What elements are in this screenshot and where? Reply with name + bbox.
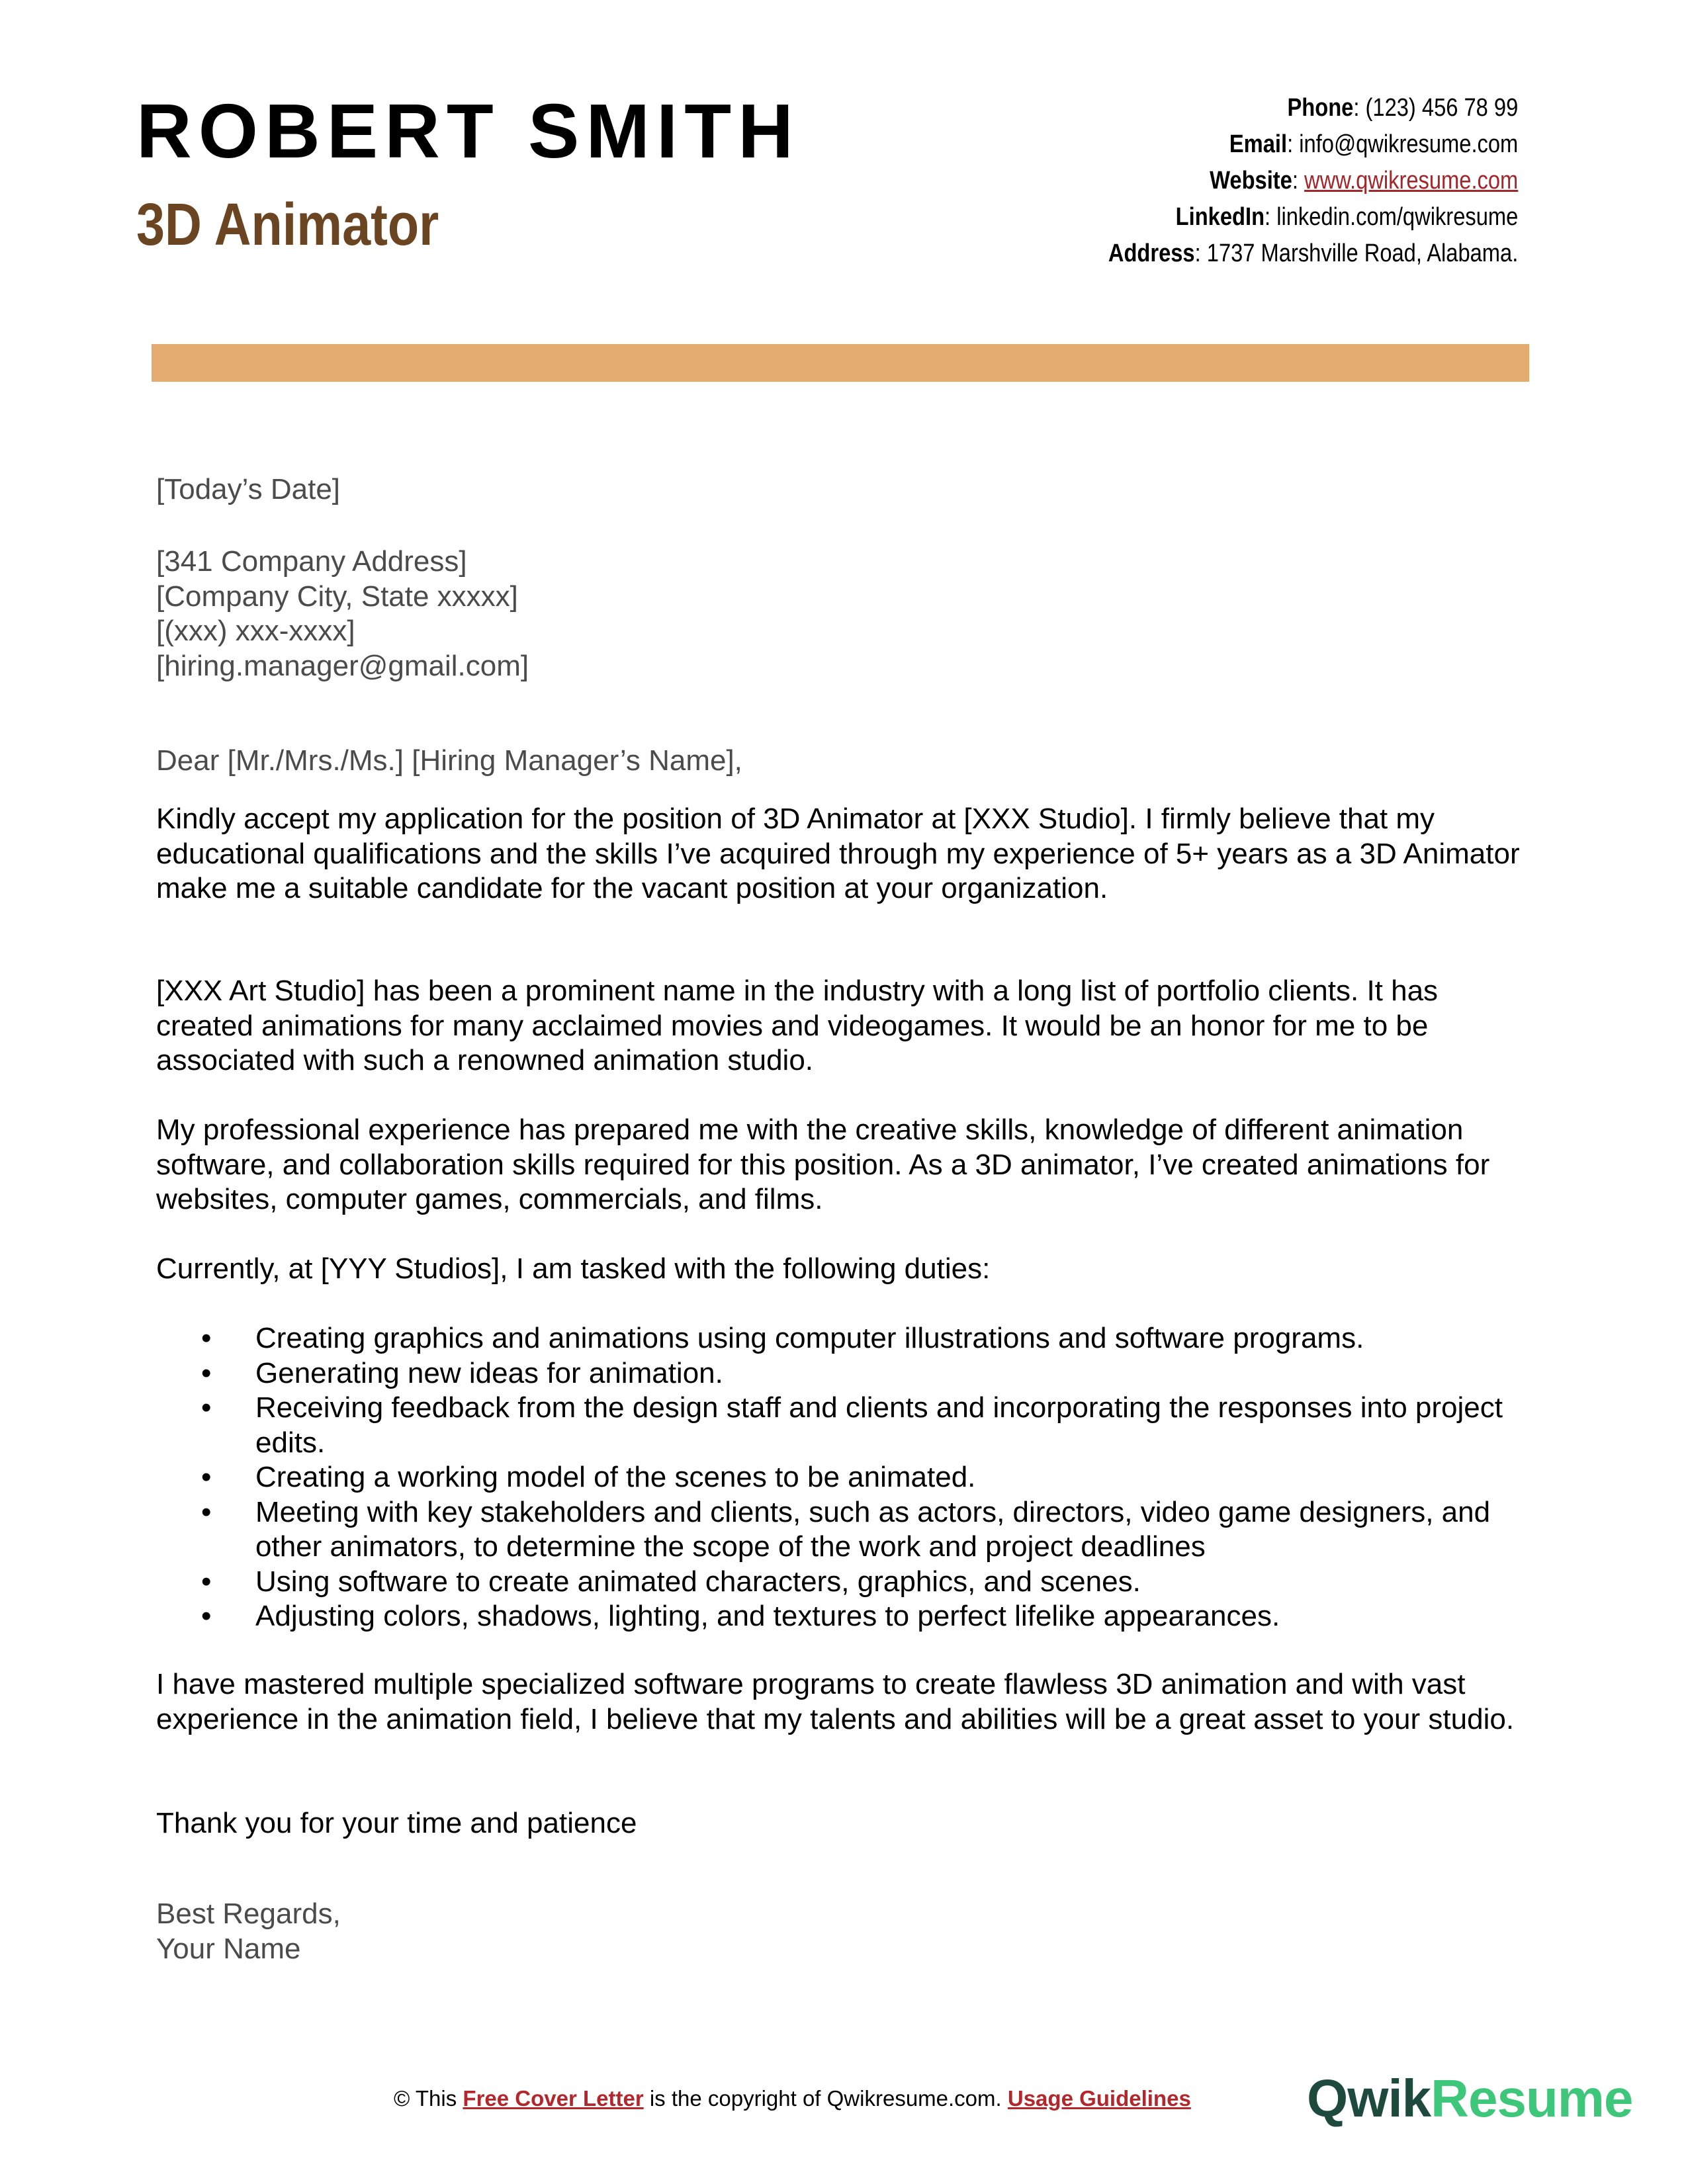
candidate-job-title: 3D Animator	[136, 192, 439, 258]
contact-phone: Phone: (123) 456 78 99	[1287, 94, 1518, 122]
bullet-icon: •	[201, 1322, 212, 1354]
list-item: • Receiving feedback from the design staff and clients and incorporating the responses into project edits.	[201, 1391, 1503, 1459]
contact-label: Website	[1209, 167, 1292, 195]
contact-website: Website: www.qwikresume.com	[1209, 167, 1518, 195]
paragraph-intro: Kindly accept my application for the position of 3D Animator at [XXX Studio]. I firmly believe that my educational qualifications and the skills I’ve acquired through my experience of 5+ years as a 3D Animator make me a suitable candidate for the vacant position at your organization.	[156, 803, 1520, 904]
paragraph-company: [XXX Art Studio] has been a prominent name in the industry with a long list of portfolio clients. It has created animations for many acclaimed movies and videogames. It would be an honor for me to be associated with such a renowned animation studio.	[156, 975, 1439, 1076]
website-link[interactable]: www.qwikresume.com	[1304, 167, 1518, 195]
list-item: • Generating new ideas for animation.	[156, 1356, 1533, 1391]
bullet-icon: •	[201, 1356, 212, 1389]
recipient-line: [341 Company Address]	[156, 545, 467, 578]
list-item: • Creating a working model of the scenes to be animated.	[156, 1460, 1533, 1495]
salutation: Dear [Mr./Mrs./Ms.] [Hiring Manager’s Name],	[156, 744, 742, 777]
paragraph-experience: My professional experience has prepared me with the creative skills, knowledge of different animation software, and collaboration skills required for this position. As a 3D animator, I’ve created animations for websites, computer games, commercials, and films.	[156, 1114, 1490, 1215]
recipient-address	[156, 545, 1533, 683]
paragraph-closing: I have mastered multiple specialized software programs to create flawless 3D animation and with vast experience in the animation field, I believe that my talents and abilities will be a great asset to your studio.	[156, 1668, 1515, 1735]
duties-list	[156, 1321, 1533, 1634]
bullet-icon: •	[201, 1391, 212, 1424]
paragraph-duties-intro: Currently, at [YYY Studios], I am tasked with the following duties:	[156, 1252, 991, 1285]
thanks-line: Thank you for your time and patience	[156, 1807, 637, 1839]
bullet-icon: •	[201, 1495, 212, 1528]
bullet-icon: •	[201, 1600, 212, 1632]
brand-part-resume: Resume	[1431, 2069, 1633, 2128]
header-accent-bar	[152, 344, 1529, 382]
candidate-name: ROBERT SMITH	[136, 88, 800, 174]
usage-guidelines-link[interactable]: Usage Guidelines	[1007, 2086, 1191, 2111]
brand-part-qwik: Qwik	[1307, 2069, 1431, 2128]
bullet-icon: •	[201, 1565, 212, 1598]
signoff: Best Regards,	[156, 1898, 341, 1930]
list-item: • Adjusting colors, shadows, lighting, and textures to perfect lifelike appearances.	[156, 1599, 1533, 1634]
recipient-line: [(xxx) xxx-xxxx]	[156, 615, 355, 647]
letter-date: [Today’s Date]	[156, 473, 341, 505]
contact-email: Email: info@qwikresume.com	[1229, 130, 1518, 158]
list-item: • Creating graphics and animations using computer illustrations and software programs.	[156, 1321, 1533, 1356]
contact-label: Email	[1229, 130, 1287, 158]
qwikresume-logo[interactable]	[1307, 2069, 1633, 2128]
signature: Your Name	[156, 1932, 301, 1965]
contact-address: Address: 1737 Marshville Road, Alabama.	[1108, 240, 1518, 267]
contact-label: LinkedIn	[1175, 203, 1265, 231]
copyright-line: © This Free Cover Letter is the copyright of Qwikresume.com. Usage Guidelines	[394, 2086, 1191, 2111]
contact-value: 1737 Marshville Road, Alabama.	[1206, 240, 1518, 267]
recipient-line: [hiring.manager@gmail.com]	[156, 649, 529, 682]
recipient-line: [Company City, State xxxxx]	[156, 580, 518, 613]
signoff-block	[156, 1897, 1533, 1966]
contact-value: info@qwikresume.com	[1298, 130, 1518, 158]
bullet-icon: •	[201, 1461, 212, 1493]
contact-value: (123) 456 78 99	[1365, 94, 1518, 122]
list-item: • Meeting with key stakeholders and clients, such as actors, directors, video game designers, and other animators, to determine the scope of the work and project deadlines	[201, 1495, 1491, 1563]
contact-linkedin: LinkedIn: linkedin.com/qwikresume	[1175, 203, 1518, 231]
contact-label: Phone	[1287, 94, 1354, 122]
free-cover-letter-link[interactable]: Free Cover Letter	[463, 2086, 644, 2111]
contact-value: linkedin.com/qwikresume	[1276, 203, 1518, 231]
contact-label: Address	[1108, 240, 1195, 267]
contact-block	[1042, 90, 1518, 272]
list-item: • Using software to create animated characters, graphics, and scenes.	[156, 1565, 1533, 1600]
